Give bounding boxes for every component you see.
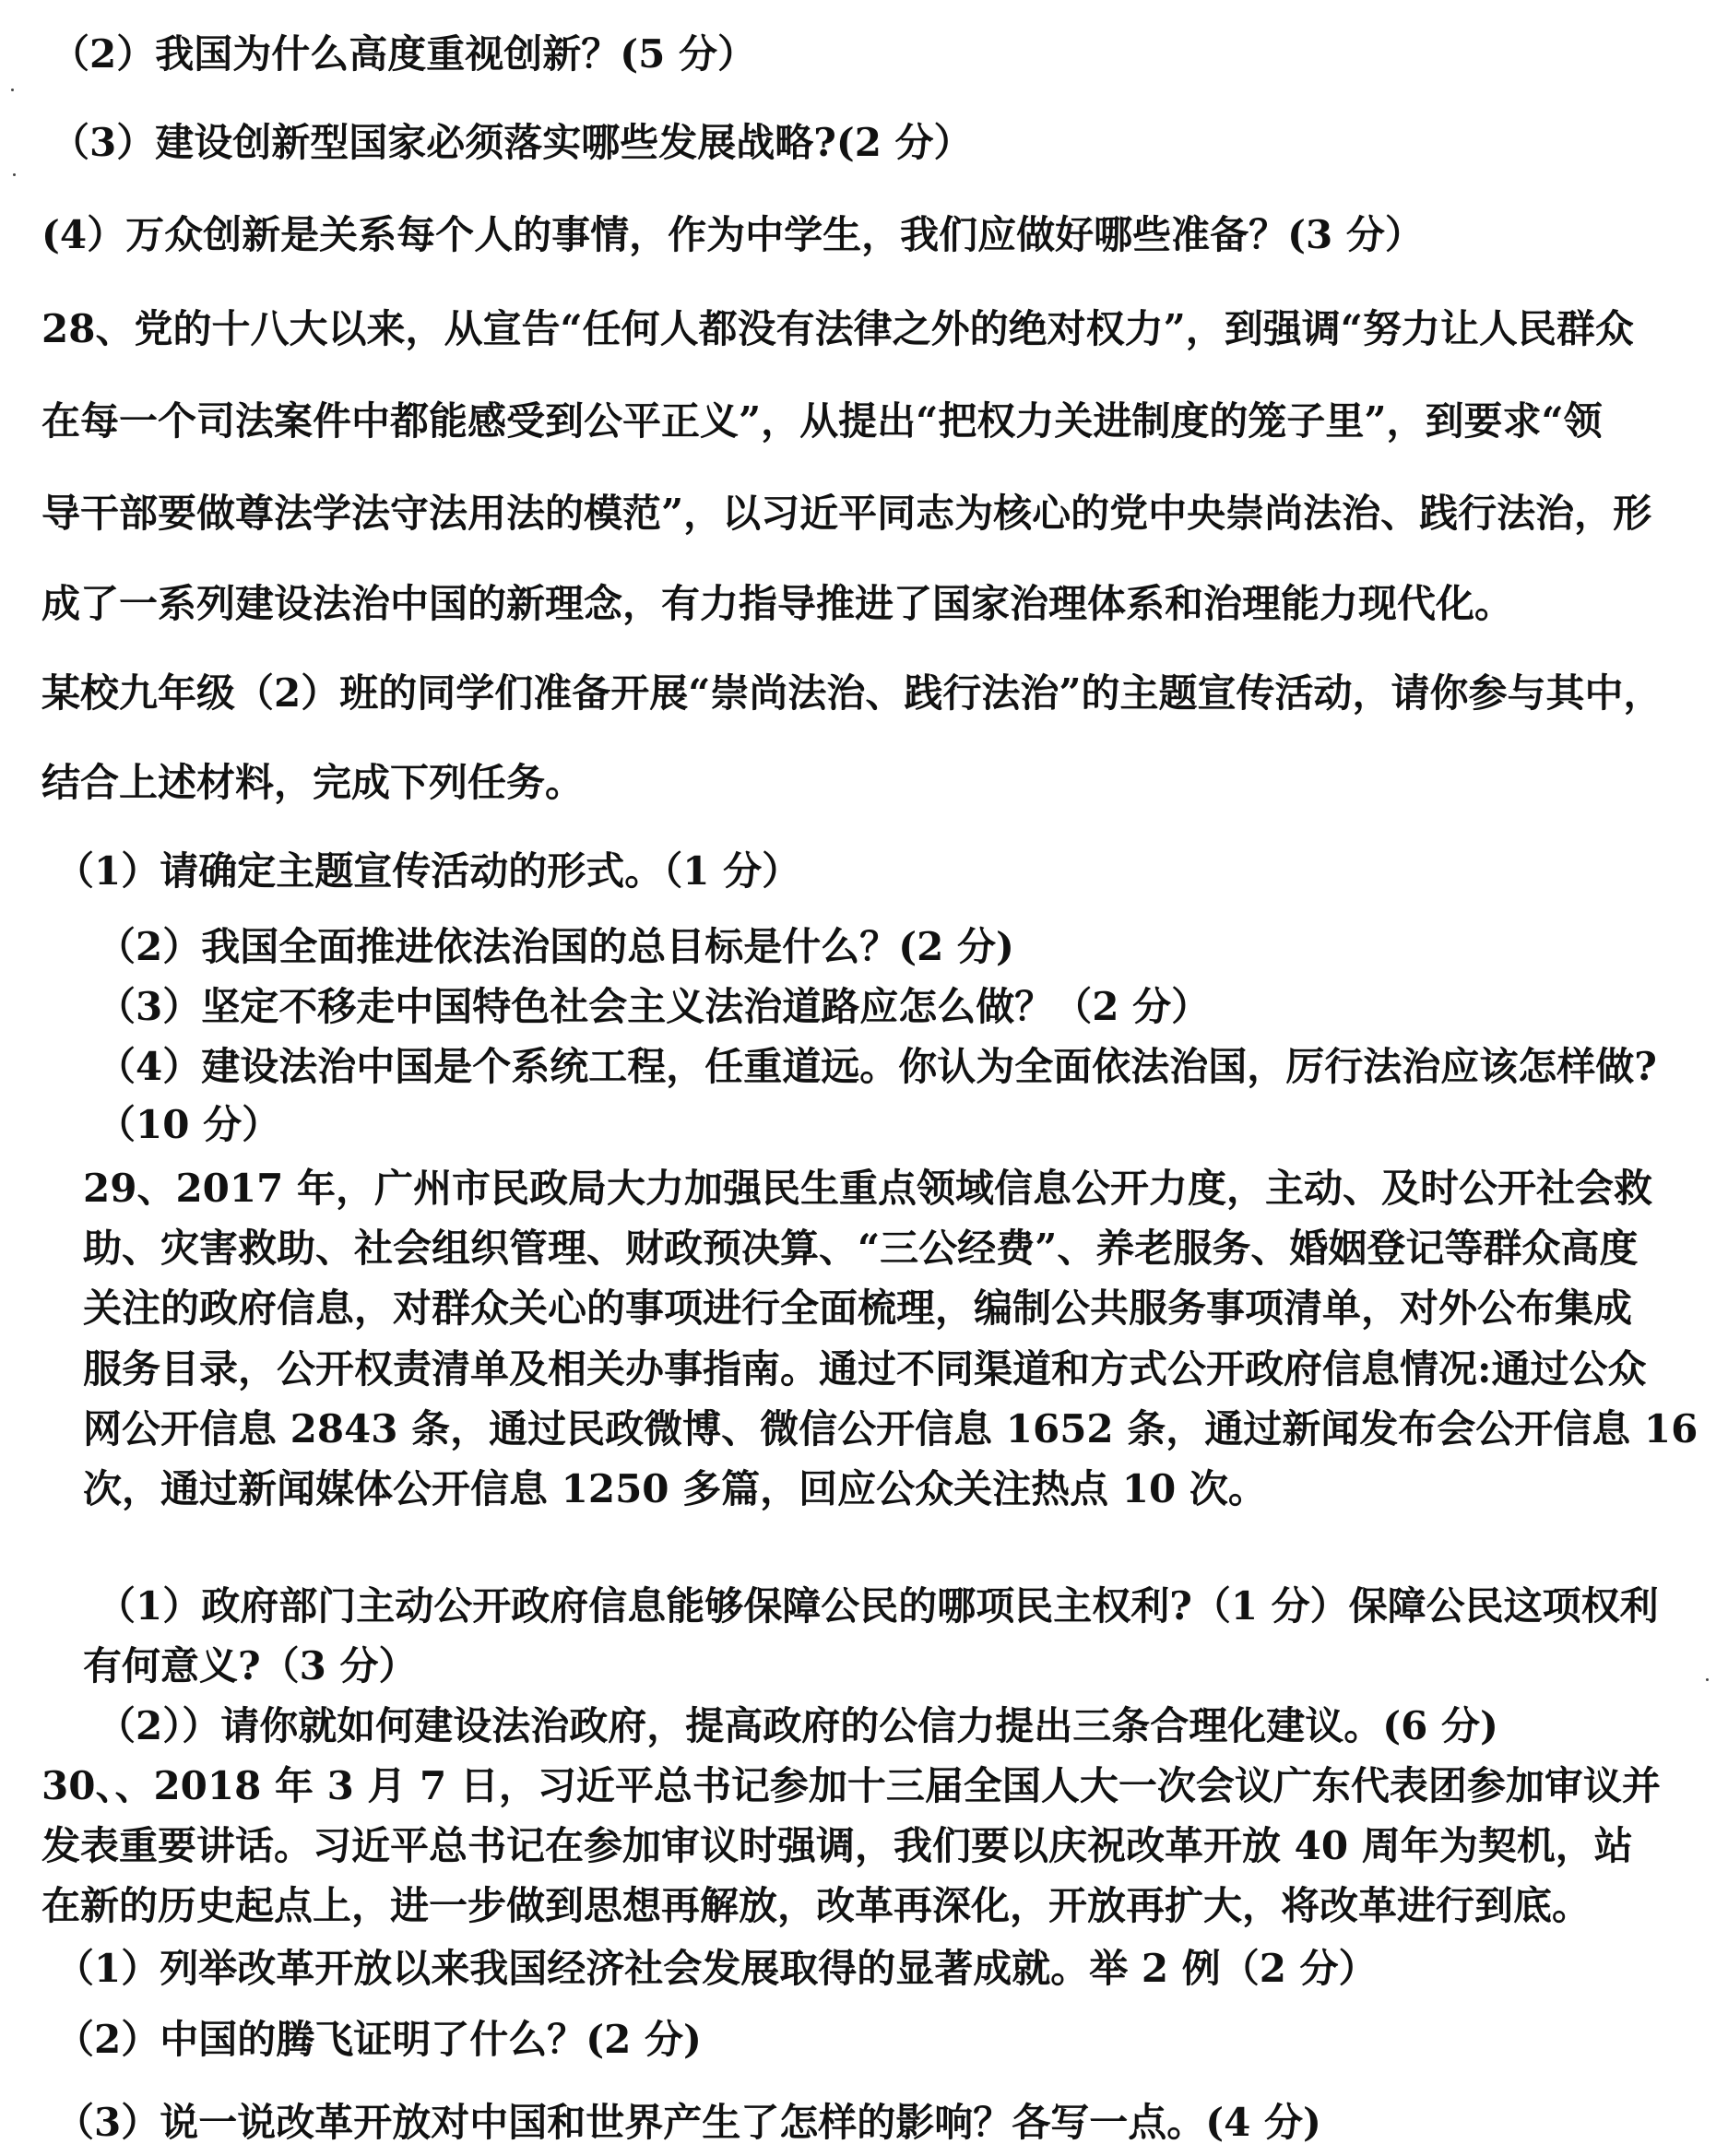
q27-sub2: （2）我国为什么高度重视创新？(5 分） [51, 31, 756, 77]
q28-paragraph-line-4: 成了一系列建设法治中国的新理念，有力指导推进了国家治理体系和治理能力现代化。 [41, 581, 1514, 626]
q28-paragraph-line-3: 导干部要做尊法学法守法用法的模范”，以习近平同志为核心的党中央崇尚法治、践行法治，形 [41, 491, 1652, 536]
q28-task-line-1: 某校九年级（2）班的同学们准备开展“崇尚法治、践行法治”的主题宣传活动，请你参与其中， [41, 670, 1663, 716]
q28-paragraph-line-1: 28、党的十八大以来，从宣告“任何人都没有法律之外的绝对权力”，到强调“努力让人民群众 [41, 306, 1634, 351]
q29-paragraph-line-2: 助、灾害救助、社会组织管理、财政预决算、“三公经费”、养老服务、婚姻登记等群众高度 [83, 1226, 1639, 1271]
scan-speck [11, 89, 14, 91]
q28-sub2: （2）我国全面推进依法治国的总目标是什么？(2 分) [97, 924, 1014, 969]
q29-sub1-line-1: （1）政府部门主动公开政府信息能够保障公民的哪项民主权利?（1 分）保障公民这项权利 [97, 1583, 1659, 1629]
q29-paragraph-line-5: 网公开信息 2843 条，通过民政微博、微信公开信息 1652 条，通过新闻发布会公开信息 16 [83, 1406, 1698, 1451]
q29-paragraph-line-1: 29、2017 年，广州市民政局大力加强民生重点领域信息公开力度，主动、及时公开社会救 [83, 1166, 1652, 1211]
scan-speck [13, 173, 16, 176]
q27-sub4: (4）万众创新是关系每个人的事情，作为中学生，我们应做好哪些准备？(3 分） [41, 212, 1424, 257]
q29-paragraph-line-6: 次，通过新闻媒体公开信息 1250 多篇，回应公众关注热点 10 次。 [83, 1466, 1267, 1511]
q30-paragraph-line-1: 30、、2018 年 3 月 7 日，习近平总书记参加十三届全国人大一次会议广东代表团参加审议并 [41, 1763, 1661, 1808]
q28-task-line-2: 结合上述材料，完成下列任务。 [41, 760, 585, 805]
q29-sub2: （2））请你就如何建设法治政府，提高政府的公信力提出三条合理化建议。(6 分) [97, 1703, 1498, 1748]
q28-sub4-line-2: （10 分） [97, 1102, 281, 1147]
q30-sub2: （2）中国的腾飞证明了什么？(2 分) [55, 2017, 702, 2062]
q30-paragraph-line-3: 在新的历史起点上，进一步做到思想再解放，改革再深化，开放再扩大，将改革进行到底。 [41, 1883, 1592, 1928]
q27-sub3: （3）建设创新型国家必须落实哪些发展战略?(2 分） [51, 120, 973, 165]
q28-sub4-line-1: （4）建设法治中国是个系统工程，任重道远。你认为全面依法治国，厉行法治应该怎样做? [97, 1044, 1657, 1089]
q28-sub3: （3）坚定不移走中国特色社会主义法治道路应怎么做？（2 分） [97, 984, 1211, 1029]
scan-speck [1706, 1678, 1709, 1681]
q28-paragraph-line-2: 在每一个司法案件中都能感受到公平正义”，从提出“把权力关进制度的笼子里”，到要求“领 [41, 398, 1603, 444]
q30-sub3: （3）说一说改革开放对中国和世界产生了怎样的影响？各写一点。(4 分) [55, 2100, 1321, 2145]
q28-sub1: （1）请确定主题宣传活动的形式。（1 分） [55, 848, 801, 894]
q29-paragraph-line-3: 关注的政府信息，对群众关心的事项进行全面梳理，编制公共服务事项清单，对外公布集成 [83, 1285, 1633, 1331]
q29-paragraph-line-4: 服务目录，公开权责清单及相关办事指南。通过不同渠道和方式公开政府信息情况:通过公众 [83, 1346, 1647, 1392]
q30-sub1: （1）列举改革开放以来我国经济社会发展取得的显著成就。举 2 例（2 分） [55, 1946, 1378, 1991]
q29-sub1-line-2: 有何意义?（3 分） [83, 1643, 418, 1688]
q30-paragraph-line-2: 发表重要讲话。习近平总书记在参加审议时强调，我们要以庆祝改革开放 40 周年为契机，站 [41, 1823, 1633, 1868]
